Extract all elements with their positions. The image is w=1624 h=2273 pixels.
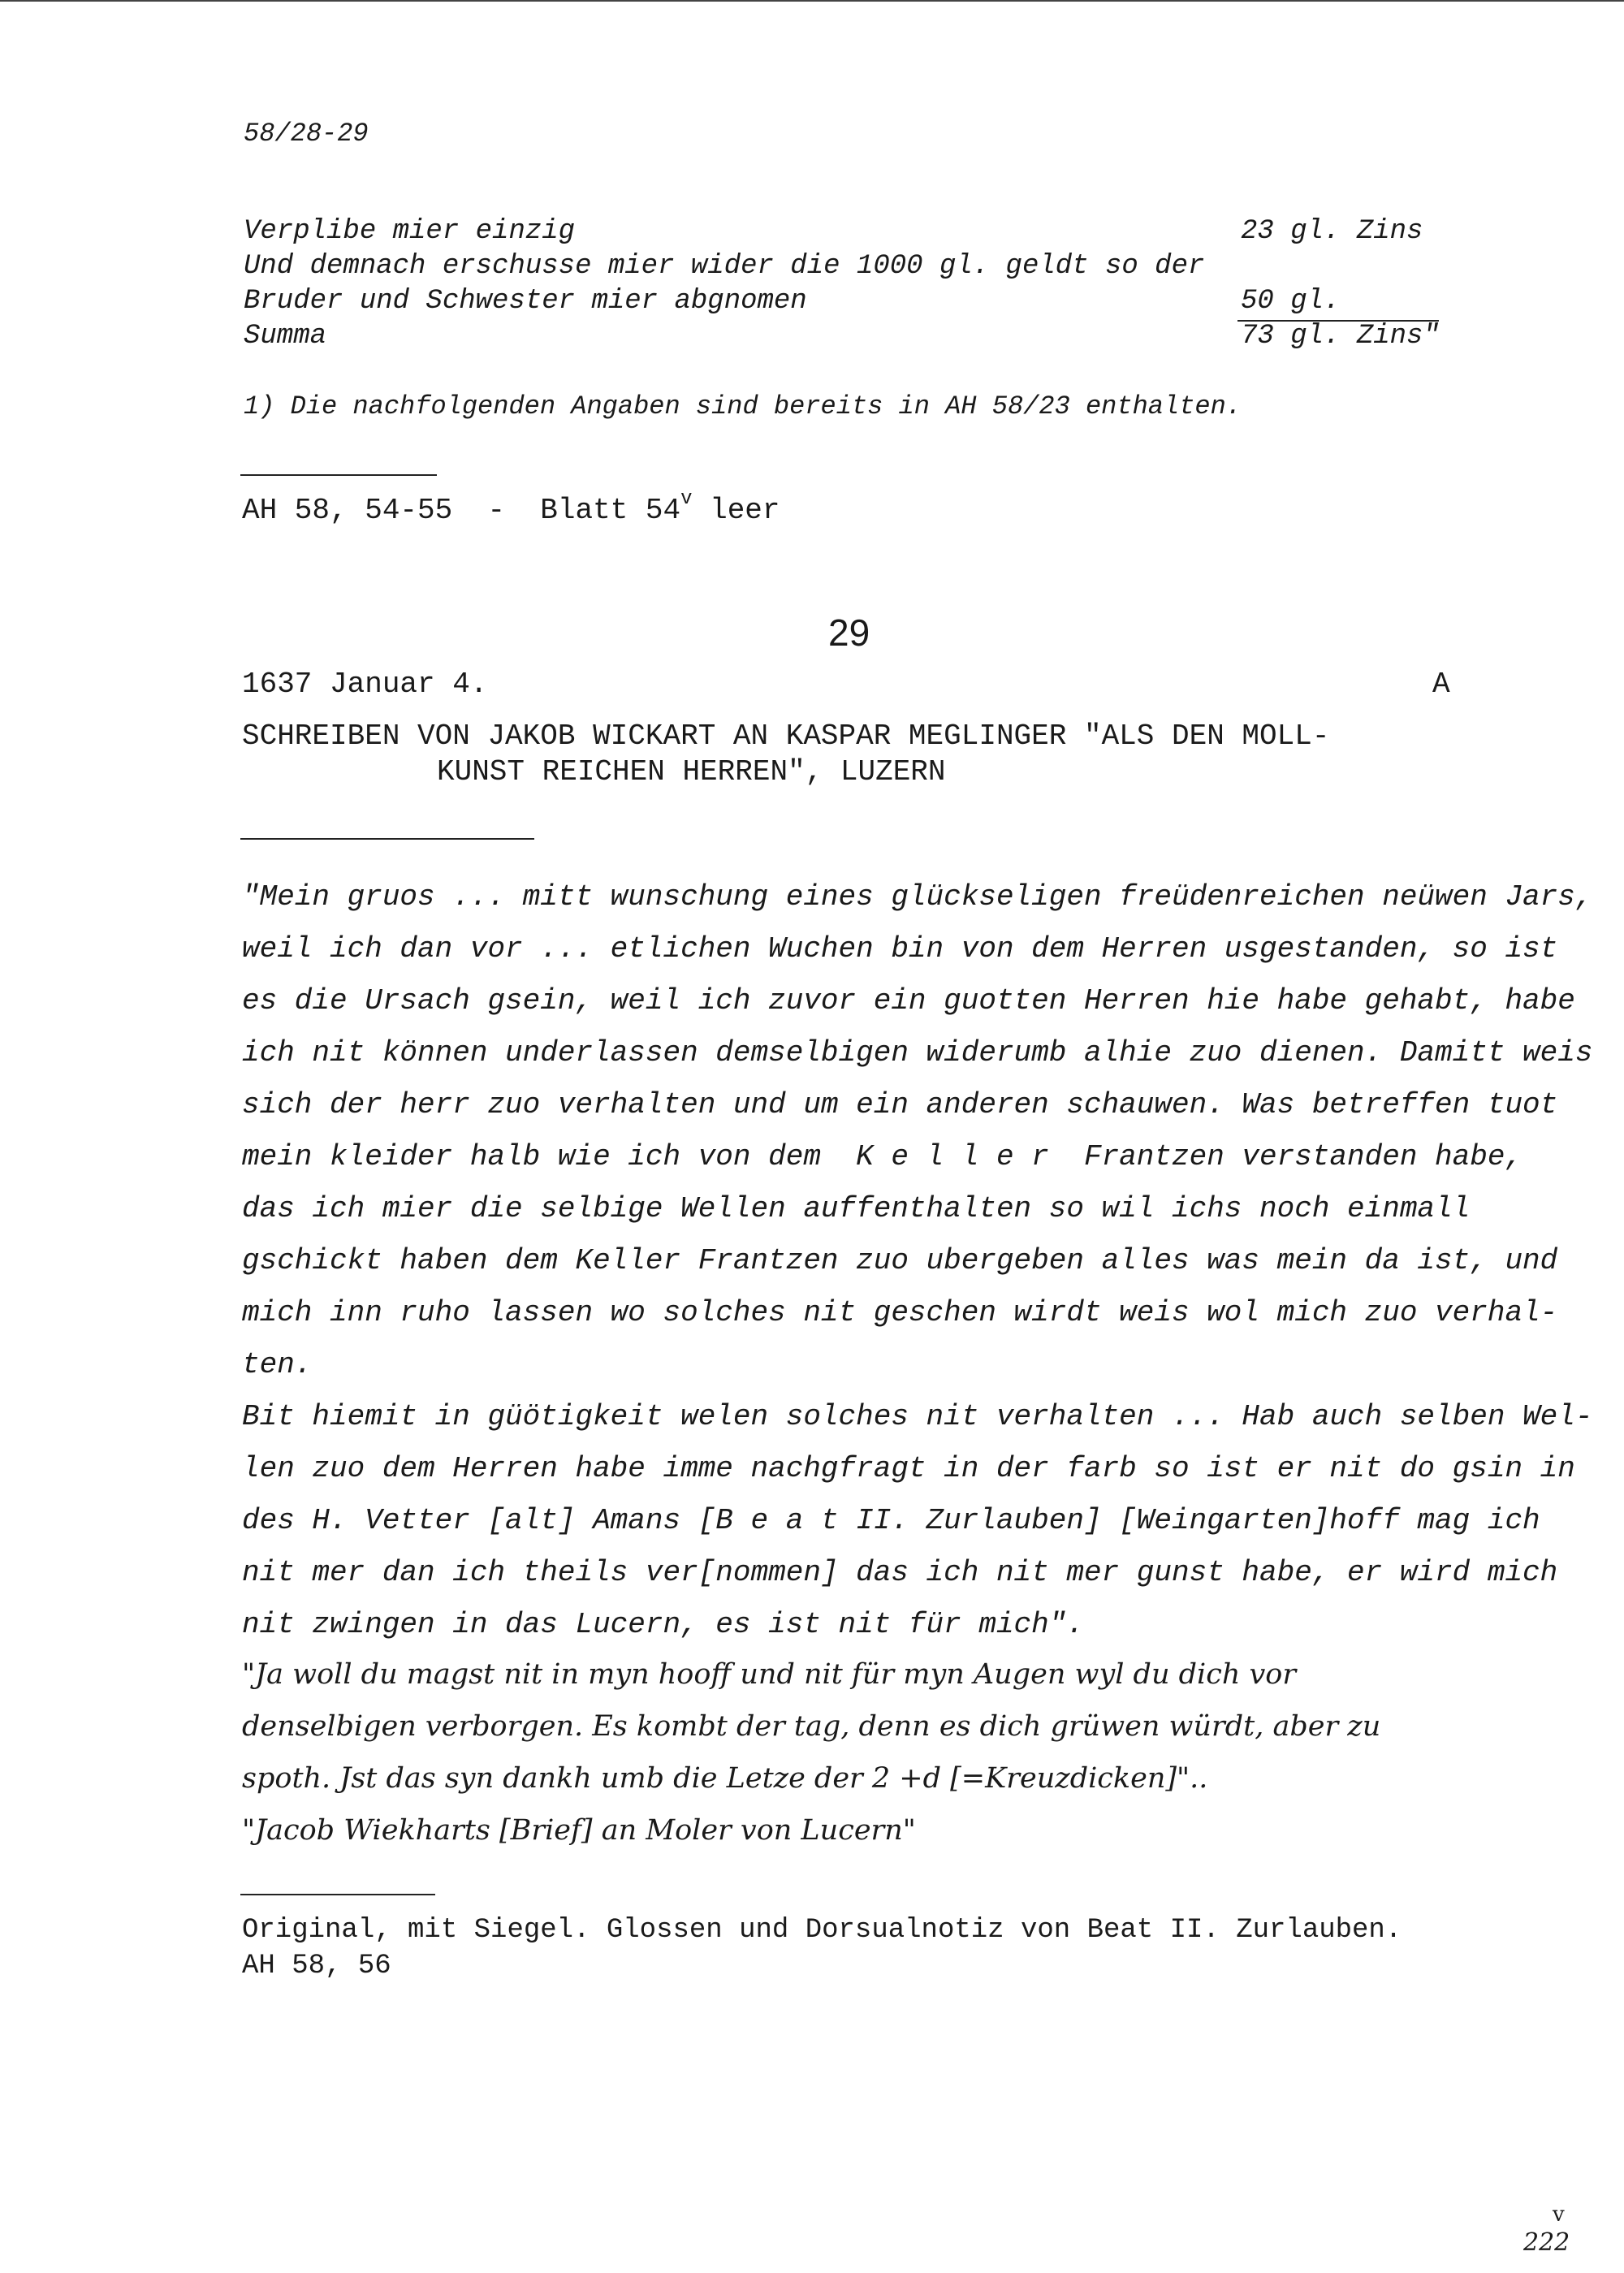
handwritten-dorsal-note: "Jacob Wiekharts [Brief] an Moler von Lucern" xyxy=(242,1814,916,1847)
body-line: "Mein gruos ... mitt wunschung eines glückseligen freüdenreichen neüwen Jars, xyxy=(242,880,1593,914)
verso-superscript: v xyxy=(680,488,693,510)
previous-source-text: AH 58, 54-55 - Blatt 54 xyxy=(242,494,681,527)
ledger-row-label: Summa xyxy=(244,321,327,352)
body-line: gschickt haben dem Keller Frantzen zuo ubergeben alles was mein da ist, und xyxy=(242,1244,1558,1277)
page-reference: 58/28-29 xyxy=(244,119,369,149)
document-date: 1637 Januar 4. xyxy=(242,668,488,701)
source-note-line2: AH 58, 56 xyxy=(242,1951,391,1981)
body-line: es die Ursach gsein, weil ich zuvor ein guotten Herren hie habe gehabt, habe xyxy=(242,984,1575,1018)
page-top-border xyxy=(0,0,1624,2)
body-line: ich nit können underlassen demselbigen widerumb alhie zuo dienen. Damitt weis xyxy=(242,1036,1593,1070)
document-heading-line2: KUNST REICHEN HERREN", LUZERN xyxy=(437,755,946,789)
margin-mark-v: v xyxy=(1553,2202,1565,2227)
ledger-row-amount: 73 gl. Zins" xyxy=(1241,321,1440,352)
handwritten-page-number: 222 xyxy=(1523,2228,1570,2257)
separator-rule xyxy=(240,838,534,840)
body-line: len zuo dem Herren habe imme nachgfragt in der farb so ist er nit do gsin in xyxy=(242,1452,1575,1485)
source-note-line1: Original, mit Siegel. Glossen und Dorsualnotiz von Beat II. Zurlauben. xyxy=(242,1915,1402,1946)
body-line: nit zwingen in das Lucern, es ist nit für mich". xyxy=(242,1608,1084,1641)
ledger-row-label: Bruder und Schwester mier abgnomen xyxy=(244,286,807,317)
document-heading-line1: SCHREIBEN VON JAKOB WICKART AN KASPAR MEGLINGER "ALS DEN MOLL- xyxy=(242,719,1330,753)
body-line: sich der herr zuo verhalten und um ein anderen schauwen. Was betreffen tuot xyxy=(242,1088,1558,1121)
previous-source-note xyxy=(242,488,780,527)
document-number: 29 xyxy=(828,611,870,654)
ledger-row-label: Verplibe mier einzig xyxy=(244,216,576,247)
body-line: ten. xyxy=(242,1348,313,1381)
ledger-row-label: Und demnach erschusse mier wider die 1000 gl. geldt so der xyxy=(244,251,1205,282)
handwritten-gloss-line: "Ja woll du magst nit in myn hooff und nit für myn Augen wyl du dich vor xyxy=(242,1658,1297,1691)
handwritten-gloss-line: denselbigen verborgen. Es kombt der tag, denn es dich grüwen würdt, aber zu xyxy=(242,1710,1381,1743)
footnote: 1) Die nachfolgenden Angaben sind bereits in AH 58/23 enthalten. xyxy=(244,391,1242,421)
body-line: Bit hiemit in güötigkeit welen solches nit verhalten ... Hab auch selben Wel- xyxy=(242,1400,1593,1433)
ledger-row-amount: 23 gl. Zins xyxy=(1241,216,1423,247)
body-line: weil ich dan vor ... etlichen Wuchen bin von dem Herren usgestanden, so ist xyxy=(242,932,1558,966)
body-line: mein kleider halb wie ich von dem K e l l e r Frantzen verstanden habe, xyxy=(242,1140,1523,1173)
ledger-row-amount: 50 gl. xyxy=(1241,286,1341,317)
separator-rule xyxy=(240,1894,435,1895)
body-line: mich inn ruho lassen wo solches nit geschen wirdt weis wol mich zuo verhal- xyxy=(242,1296,1558,1329)
body-line: nit mer dan ich theils ver[nommen] das ich nit mer gunst habe, er wird mich xyxy=(242,1556,1558,1589)
body-line: des H. Vetter [alt] Amans [B e a t II. Zurlauben] [Weingarten]hoff mag ich xyxy=(242,1504,1540,1537)
handwritten-gloss-line: spoth. Jst das syn dankh umb die Letze der 2 +d [=Kreuzdicken]".. xyxy=(242,1762,1208,1795)
previous-source-suffix: leer xyxy=(692,494,780,527)
body-line: das ich mier die selbige Wellen auffenthalten so wil ichs noch einmall xyxy=(242,1192,1471,1225)
separator-rule xyxy=(240,474,437,476)
document-grade: A xyxy=(1432,668,1450,701)
